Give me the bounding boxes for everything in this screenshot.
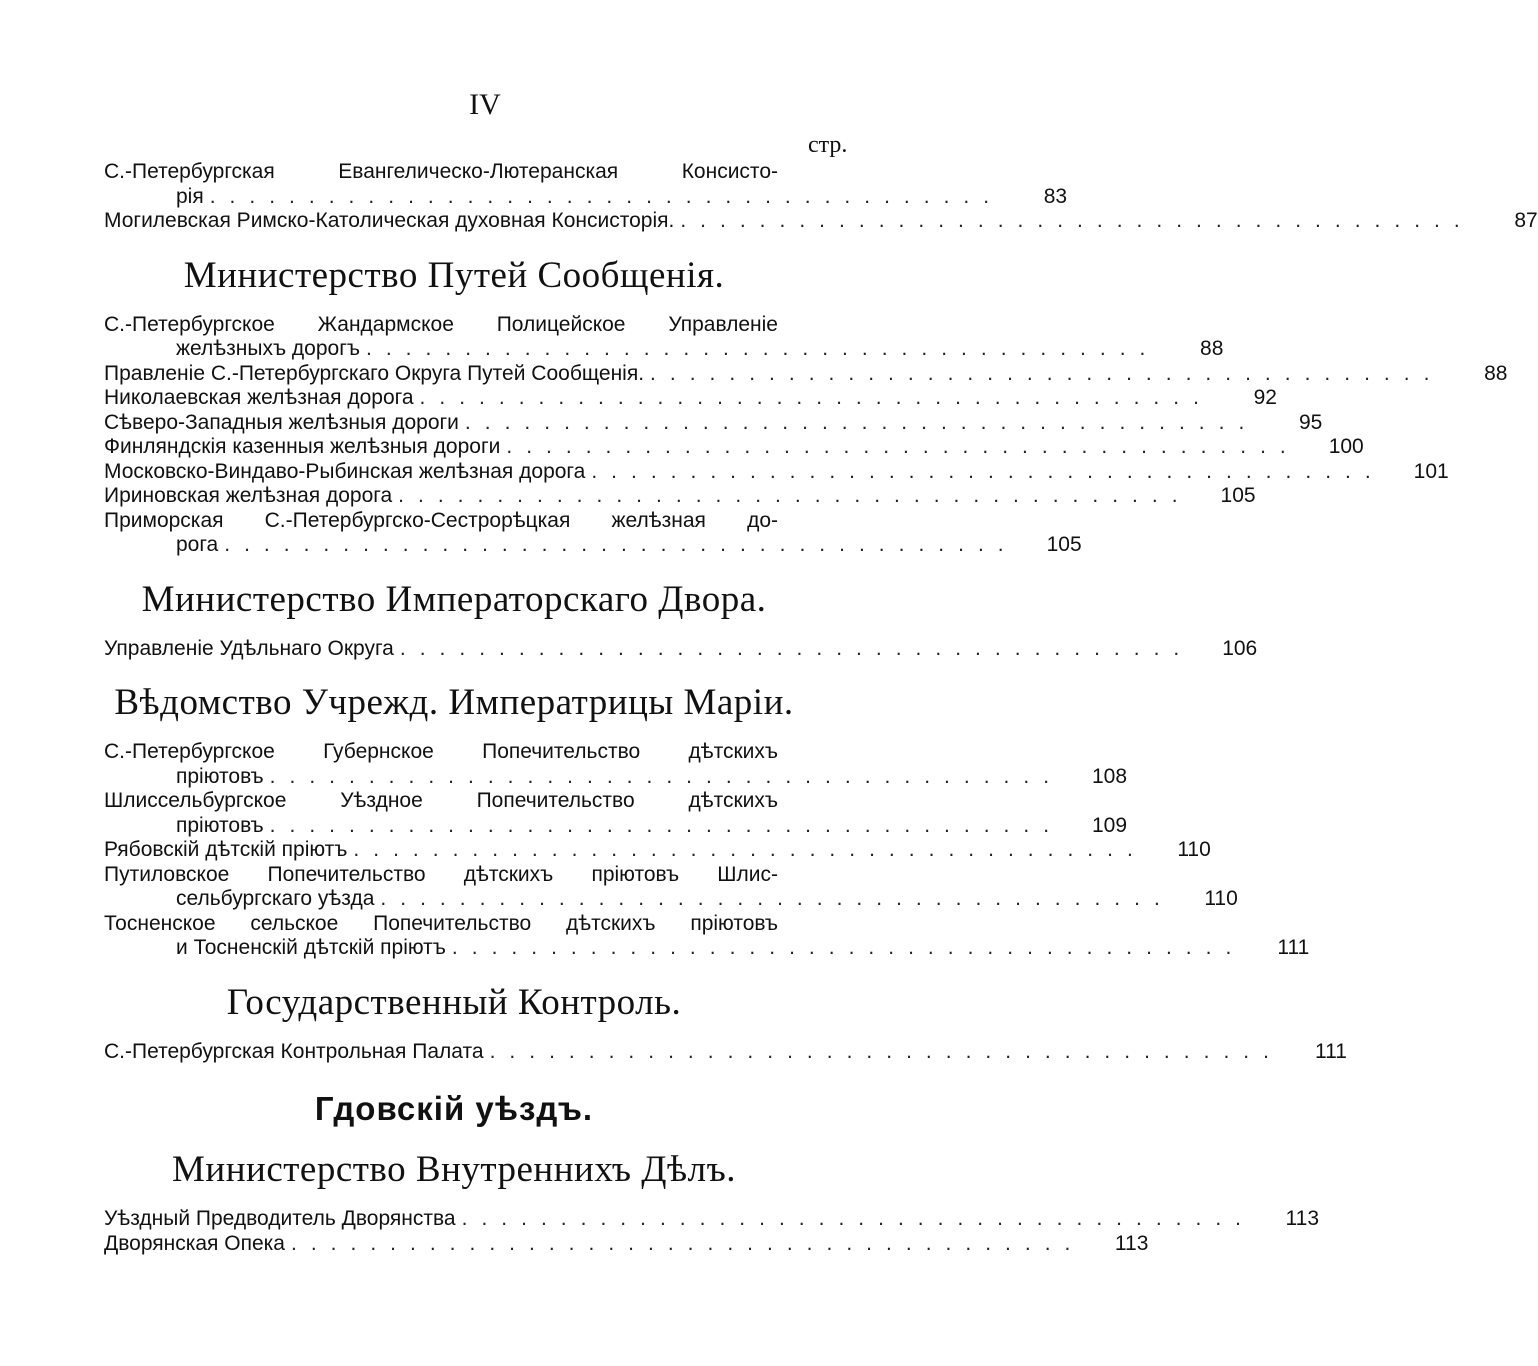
entry-text: и Тосненскій дѣтскій пріютъ — [176, 936, 446, 959]
page-ref: 88 — [1484, 361, 1508, 385]
toc-entry — [104, 636, 1258, 662]
entry-text: С.-Петербургская Евангелическо-Лютеранская Консисто- — [104, 160, 778, 183]
toc-entry — [104, 911, 1310, 961]
page-ref: 110 — [1177, 838, 1211, 861]
page-ref: 109 — [1092, 813, 1128, 837]
page-ref: 95 — [1298, 410, 1323, 434]
page-ref: 111 — [1315, 1039, 1347, 1063]
dot-leader: ........................................ — [419, 386, 1213, 409]
entry-text: С.-Петербургское Жандармское Полицейское Управленіе — [104, 312, 778, 336]
toc-entry — [104, 508, 1082, 558]
toc-entry — [104, 789, 1128, 838]
page-ref: 113 — [1285, 1207, 1319, 1230]
entry-text: желѣзныхъ дорогъ — [176, 337, 361, 360]
page-ref: 100 — [1328, 435, 1364, 458]
toc-entry — [104, 838, 1211, 863]
toc-entry — [104, 484, 1256, 509]
dot-leader: ........................................ — [269, 764, 1064, 788]
district-heading: Гдовскій уѣздъ. — [314, 1090, 594, 1127]
entry-text: рога — [176, 533, 219, 556]
entry-text: рія — [176, 184, 204, 208]
page-ref: 106 — [1222, 636, 1258, 660]
entry-text: Николаевская желѣзная дорога — [104, 386, 414, 409]
dot-leader: ........................................ — [591, 459, 1385, 483]
page-ref: 110 — [1204, 887, 1238, 910]
page-ref: 101 — [1413, 459, 1449, 483]
dot-leader: ........................................ — [380, 887, 1174, 910]
section-heading: Вѣдомство Учрежд. Императрицы Маріи. — [114, 682, 794, 723]
toc-entry — [104, 1039, 1347, 1065]
section-heading: Министерство Путей Сообщенія. — [183, 254, 725, 296]
entry-text: Дворянская Опека — [104, 1231, 285, 1255]
entry-text: Рябовскій дѣтскій пріютъ — [104, 838, 348, 861]
entry-text: Уѣздный Предводитель Дворянства — [104, 1207, 456, 1230]
toc-entry — [104, 160, 1068, 209]
dot-leader: ........................................ — [680, 209, 1474, 232]
toc-entry — [104, 459, 1449, 485]
entry-text: пріютовъ — [176, 764, 264, 788]
toc-entry — [104, 361, 1508, 387]
entry-text: Сѣверо-Западныя желѣзныя дороги — [104, 410, 459, 434]
page-number: IV — [469, 88, 501, 121]
page-column-label: стр. — [808, 132, 848, 158]
dot-leader: ........................................ — [489, 1039, 1283, 1063]
dot-leader: ........................................ — [464, 410, 1259, 434]
dot-leader: ........................................ — [353, 838, 1147, 861]
entry-text: Шлиссельбургское Уѣздное Попечительство дѣтскихъ — [104, 789, 778, 812]
toc-entry — [104, 435, 1364, 460]
entry-text: Могилевская Римско-Католическая духовная Консисторія. — [104, 209, 675, 232]
toc-entry — [104, 740, 1128, 789]
entry-text: Приморская С.-Петербургско-Сестрорѣцкая желѣзная до- — [104, 508, 778, 532]
entry-text: С.-Петербургское Губернское Попечительство дѣтскихъ — [104, 740, 778, 763]
entry-text: Финляндскія казенныя желѣзныя дороги — [104, 435, 501, 458]
toc-entry — [104, 386, 1277, 411]
dot-leader: ........................................ — [209, 184, 1004, 208]
entry-text: Ириновская желѣзная дорога — [104, 484, 393, 507]
page-ref: 88 — [1200, 337, 1224, 360]
dot-leader: ........................................ — [269, 813, 1064, 837]
entry-text: Тосненское сельское Попечительство дѣтскихъ пріютовъ — [104, 911, 778, 935]
dot-leader: ........................................ — [366, 337, 1160, 360]
page-ref: 83 — [1043, 184, 1068, 208]
page-ref: 108 — [1092, 764, 1128, 788]
toc-entry — [104, 312, 1224, 362]
entry-text: Московско-Виндаво-Рыбинская желѣзная дорога — [104, 459, 586, 483]
section-heading: Министерство Императорскаго Двора. — [141, 578, 767, 620]
page-ref: 105 — [1046, 533, 1082, 556]
page-ref: 92 — [1253, 386, 1277, 409]
page-ref: 113 — [1114, 1231, 1149, 1255]
section-heading: Министерство Внутреннихъ Дѣлъ. — [172, 1149, 736, 1190]
toc-entry — [104, 862, 1238, 912]
dot-leader: ........................................ — [506, 435, 1300, 458]
dot-leader: ........................................ — [451, 936, 1246, 959]
entry-text: Путиловское Попечительство дѣтскихъ пріютовъ Шлис- — [104, 862, 778, 886]
page-ref: 87 — [1514, 209, 1538, 232]
entry-text: Управленіе Удѣльнаго Округа — [104, 636, 394, 660]
toc-entry — [104, 209, 1538, 234]
toc-entry — [104, 410, 1323, 436]
dot-leader: ........................................ — [399, 636, 1194, 660]
entry-text: С.-Петербургская Контрольная Палата — [104, 1039, 484, 1063]
dot-leader: ........................................ — [224, 533, 1018, 556]
page-ref: 111 — [1277, 936, 1310, 959]
entry-text: сельбургскаго уѣзда — [176, 887, 375, 910]
section-heading: Государственный Контроль. — [226, 981, 682, 1023]
dot-leader: ........................................ — [290, 1231, 1085, 1255]
entry-text: пріютовъ — [176, 813, 264, 837]
page-ref: 105 — [1220, 484, 1256, 507]
toc-entry — [104, 1207, 1319, 1232]
entry-text: Правленіе С.-Петербургскаго Округа Путей Сообщенія. — [104, 361, 645, 385]
table-of-contents — [104, 160, 1538, 1256]
dot-leader: ........................................ — [398, 484, 1192, 507]
dot-leader: ........................................ — [650, 361, 1444, 385]
dot-leader: ........................................ — [461, 1207, 1255, 1230]
toc-entry — [104, 1231, 1149, 1257]
